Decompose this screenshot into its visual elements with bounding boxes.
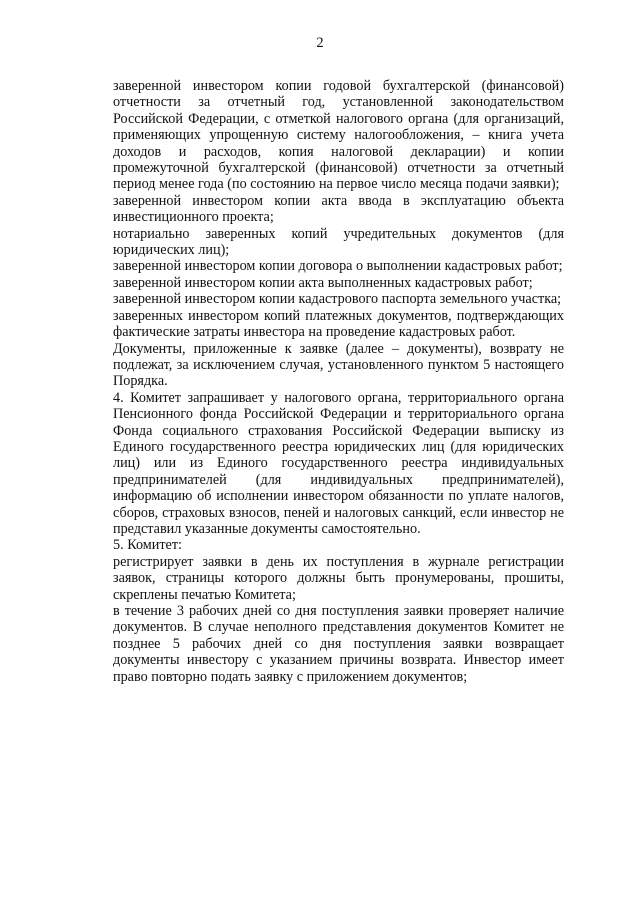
paragraph-documents-not-returned: Документы, приложенные к заявке (далее – документы), возврату не подлежат, за исключением случая, установленного пунктом 5 настоящего Порядка. xyxy=(113,340,564,390)
document-body xyxy=(113,78,564,685)
paragraph-commissioning-act: заверенной инвестором копии акта ввода в эксплуатацию объекта инвестиционного проекта; xyxy=(113,192,564,226)
paragraph-cadastral-works-act: заверенной инвестором копии акта выполненных кадастровых работ; xyxy=(113,274,533,291)
paragraph-registration: регистрирует заявки в день их поступления в журнале регистрации заявок, страницы которого должны быть пронумерованы, прошиты, скреплены печатью Комитета; xyxy=(113,553,564,603)
paragraph-item-5-heading: 5. Комитет: xyxy=(113,537,182,554)
paragraph-cadastral-passport: заверенной инвестором копии кадастрового паспорта земельного участка; xyxy=(113,291,562,308)
paragraph-founding-documents: нотариально заверенных копий учредительных документов (для юридических лиц); xyxy=(113,225,564,259)
paragraph-item-4: 4. Комитет запрашивает у налогового органа, территориального органа Пенсионного фонда Российской Федерации и территориального органа Фонда социального страхования Российской Федерации выписку из Единого государственного реестра юридических лиц (для юридических лиц) или из Единого государственного реестра индивидуальных предпринимателей (для индивидуальных предпринимателей), информацию об исполнении инвестором обязанности по уплате налогов, сборов, страховых взносов, пеней и налоговых санкций, если инвестор не представил указанные документы самостоятельно. xyxy=(113,389,564,537)
paragraph-payment-documents: заверенных инвестором копий платежных документов, подтверждающих фактические затраты инвестора на проведение кадастровых работ. xyxy=(113,307,564,341)
paragraph-cadastral-contract: заверенной инвестором копии договора о выполнении кадастровых работ; xyxy=(113,258,563,275)
paragraph-financial-statements: заверенной инвестором копии годовой бухгалтерской (финансовой) отчетности за отчетный год, установленной законодательством Российской Федерации, с отметкой налогового органа (для организаций, применяющих упрощенную систему налогообложения, – книга учета доходов и расходов, копия налоговой декларации) и копии промежуточной бухгалтерской (финансовой) отчетности за отчетный период менее года (по состоянию на первое число месяца подачи заявки); xyxy=(113,78,564,193)
paragraph-document-check: в течение 3 рабочих дней со дня поступления заявки проверяет наличие документов. В случае неполного представления документов Комитет не позднее 5 рабочих дней со дня поступления заявки возвращает документы инвестору с указанием причины возврата. Инвестор имеет право повторно подать заявку с приложением документов; xyxy=(113,603,564,685)
page-number: 2 xyxy=(316,35,324,51)
